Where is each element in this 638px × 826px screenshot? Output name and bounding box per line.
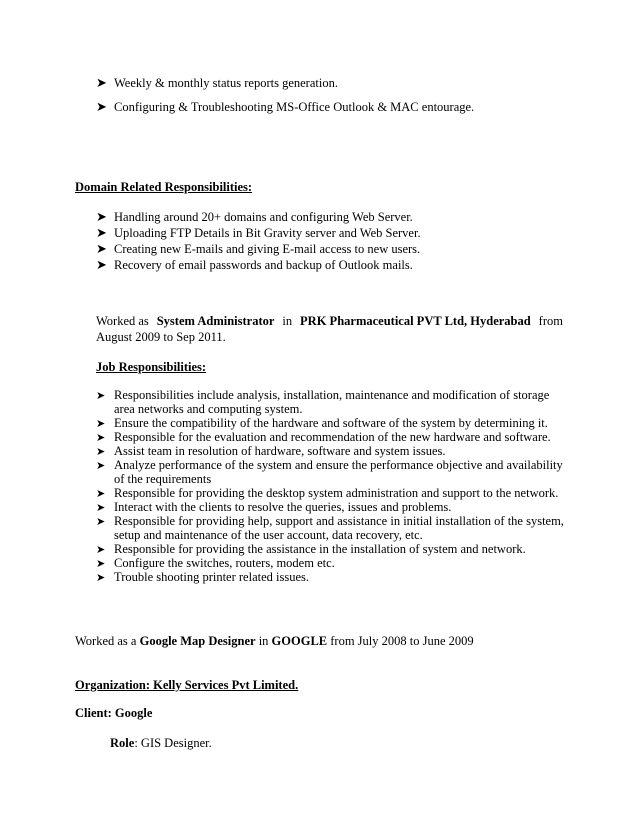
domain-heading: Domain Related Responsibilities: bbox=[75, 180, 253, 194]
arrow-bullet-icon: ➤ bbox=[96, 502, 106, 514]
arrow-bullet-icon: ➤ bbox=[96, 99, 107, 114]
arrow-bullet-icon: ➤ bbox=[96, 516, 106, 528]
arrow-bullet-icon: ➤ bbox=[96, 257, 107, 272]
arrow-bullet-icon: ➤ bbox=[96, 544, 106, 556]
job-responsibilities-list bbox=[96, 388, 616, 584]
list-item: ➤ Interact with the clients to resolve the queries, issues and problems. bbox=[96, 500, 452, 514]
arrow-bullet-icon: ➤ bbox=[96, 558, 106, 570]
arrow-bullet-icon: ➤ bbox=[96, 418, 106, 430]
arrow-bullet-icon: ➤ bbox=[96, 209, 107, 224]
arrow-bullet-icon: ➤ bbox=[96, 572, 106, 584]
top-list bbox=[96, 76, 616, 124]
list-item: ➤ Creating new E-mails and giving E-mail access to new users. bbox=[96, 241, 421, 256]
list-item: ➤ Configure the switches, routers, modem etc. bbox=[96, 556, 335, 570]
list-item: ➤ Configuring & Troubleshooting MS-Office Outlook & MAC entourage. bbox=[96, 99, 475, 114]
arrow-bullet-icon: ➤ bbox=[96, 488, 106, 500]
arrow-bullet-icon: ➤ bbox=[96, 390, 106, 402]
list-item: ➤ Handling around 20+ domains and configuring Web Server. bbox=[96, 209, 413, 224]
list-item: ➤ Uploading FTP Details in Bit Gravity server and Web Server. bbox=[96, 225, 421, 240]
list-item: ➤ Trouble shooting printer related issues. bbox=[96, 570, 310, 584]
domain-list bbox=[96, 210, 616, 274]
list-item: ➤ Weekly & monthly status reports generation. bbox=[96, 75, 338, 90]
arrow-bullet-icon: ➤ bbox=[96, 241, 107, 256]
arrow-bullet-icon: ➤ bbox=[96, 75, 107, 90]
organization-heading: Organization: Kelly Services Pvt Limited. bbox=[75, 678, 299, 692]
list-item: ➤ Responsible for providing the assistance in the installation of system and network. bbox=[96, 542, 526, 556]
list-item: ➤ Ensure the compatibility of the hardware and software of the system by determining it. bbox=[96, 416, 548, 430]
client-label: Client: Google bbox=[75, 706, 153, 720]
list-item: ➤ Responsible for providing help, support and assistance in initial installation of the system, setup and maintenance of the user account, data recovery, etc. bbox=[96, 514, 564, 542]
list-item: ➤ Assist team in resolution of hardware, software and system issues. bbox=[96, 444, 446, 458]
prk-worked-as-line: Worked as System Administrator in PRK Pharmaceutical PVT Ltd, Hyderabad from bbox=[96, 314, 563, 328]
role-line: Role: GIS Designer. bbox=[110, 736, 212, 750]
google-worked-as-line: Worked as a Google Map Designer in GOOGLE from July 2008 to June 2009 bbox=[75, 634, 474, 648]
arrow-bullet-icon: ➤ bbox=[96, 460, 106, 472]
arrow-bullet-icon: ➤ bbox=[96, 446, 106, 458]
arrow-bullet-icon: ➤ bbox=[96, 432, 106, 444]
list-item: ➤ Responsibilities include analysis, installation, maintenance and modification of storage area networks and computing system. bbox=[96, 388, 550, 416]
job-responsibilities-heading: Job Responsibilities: bbox=[96, 360, 207, 374]
list-item: ➤ Recovery of email passwords and backup of Outlook mails. bbox=[96, 257, 413, 272]
list-item: ➤ Responsible for providing the desktop system administration and support to the network. bbox=[96, 486, 559, 500]
arrow-bullet-icon: ➤ bbox=[96, 225, 107, 240]
prk-period: August 2009 to Sep 2011. bbox=[96, 330, 226, 344]
list-item: ➤ Analyze performance of the system and ensure the performance objective and availability of the requirements bbox=[96, 458, 563, 486]
list-item: ➤ Responsible for the evaluation and recommendation of the new hardware and software. bbox=[96, 430, 551, 444]
